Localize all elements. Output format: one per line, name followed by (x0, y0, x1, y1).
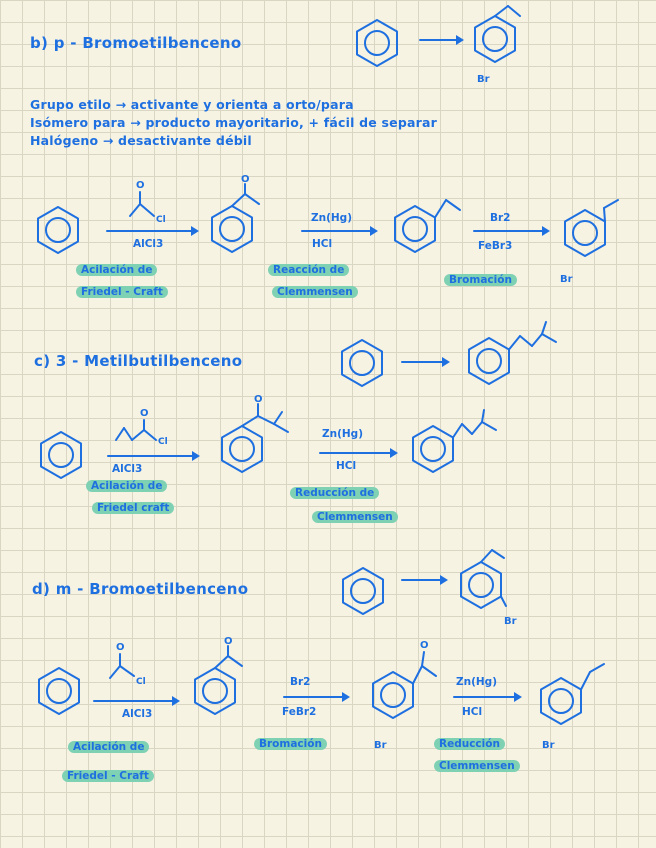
reagent-d3-bottom: HCl (462, 706, 483, 718)
acetyl-chloride-reagent-b (122, 178, 182, 228)
3-methylbutylbenzene-product (406, 404, 506, 480)
reagent-b2-bottom: HCl (312, 238, 333, 250)
svg-text:Br: Br (374, 740, 387, 751)
note-1: Grupo etilo → activante y orienta a orto/para (30, 97, 354, 112)
reagent-d2-top: Br2 (290, 676, 311, 688)
svg-text:O: O (420, 640, 429, 651)
svg-text:O: O (140, 408, 149, 419)
m-bromoacetophenone-d (366, 636, 446, 752)
svg-text:Br: Br (542, 740, 555, 751)
label-b1-line2: Friedel - Craft (76, 286, 168, 298)
benzene-b1 (33, 205, 83, 255)
svg-text:Cl: Cl (158, 437, 168, 447)
acetophenone-d (188, 636, 258, 724)
section-b-title: b) p - Bromoetilbenceno (30, 34, 242, 52)
svg-text:O: O (116, 642, 125, 653)
label-b2-line2: Clemmensen (272, 286, 358, 298)
label-c1-line1: Acilación de (86, 480, 167, 492)
acyl-chloride-reagent-c (110, 406, 190, 452)
reagent-d3-top: Zn(Hg) (456, 676, 497, 688)
p-bromoethylbenzene-target (468, 0, 538, 86)
note-3: Halógeno → desactivante débil (30, 133, 252, 148)
ethylbenzene-b (388, 192, 468, 262)
reagent-c2-bottom: HCl (336, 460, 357, 472)
reaction-arrow-b1 (105, 224, 201, 238)
benzene-c-start (337, 338, 387, 388)
reaction-arrow-d3 (452, 690, 524, 704)
acetophenone-b (205, 174, 275, 260)
acetyl-chloride-reagent-d (106, 640, 166, 690)
reaction-arrow-c1 (106, 449, 202, 463)
reaction-arrow-c (400, 354, 452, 370)
benzene-d1 (34, 666, 84, 716)
svg-text:Cl: Cl (136, 677, 146, 687)
svg-text:Cl: Cl (156, 215, 166, 225)
svg-text:O: O (241, 174, 250, 185)
reaction-arrow-b (418, 32, 466, 48)
label-b3: Bromación (444, 274, 517, 286)
benzene-d-start (338, 566, 388, 616)
benzene-b-start (352, 18, 402, 68)
section-d-title: d) m - Bromoetilbenceno (32, 580, 249, 598)
reagent-b3-bottom: FeBr3 (478, 240, 513, 252)
svg-text:O: O (224, 636, 233, 647)
note-2: Isómero para → producto mayoritario, + fácil de separar (30, 115, 437, 130)
svg-text:Br: Br (504, 616, 517, 627)
svg-text:Br: Br (560, 274, 573, 285)
reaction-arrow-b3 (472, 224, 552, 238)
benzene-c1 (36, 430, 86, 480)
reaction-arrow-d1 (92, 694, 182, 708)
svg-text:O: O (136, 180, 145, 191)
label-d2: Bromación (254, 738, 327, 750)
reagent-c2-top: Zn(Hg) (322, 428, 363, 440)
label-d1-line2: Friedel - Craft (62, 770, 154, 782)
reaction-arrow-d2 (282, 690, 352, 704)
reaction-arrow-c2 (318, 446, 400, 460)
label-c2-line1: Reducción de (290, 487, 379, 499)
reagent-b2-top: Zn(Hg) (311, 212, 352, 224)
p-bromoethylbenzene-product (558, 196, 628, 288)
reaction-arrow-d (400, 572, 450, 588)
label-b2-line1: Reacción de (268, 264, 349, 276)
reagent-b3-top: Br2 (490, 212, 511, 224)
label-d3-line2: Clemmensen (434, 760, 520, 772)
svg-text:O: O (254, 394, 263, 405)
reagent-c1: AlCl3 (112, 463, 143, 475)
reaction-arrow-b2 (300, 224, 380, 238)
label-b1-line1: Acilación de (76, 264, 157, 276)
label-d3-line1: Reducción (434, 738, 505, 750)
reagent-d1: AlCl3 (122, 708, 153, 720)
3-methylbutylbenzene-target (462, 316, 572, 392)
reagent-d2-bottom: FeBr2 (282, 706, 317, 718)
m-bromoethylbenzene-target (454, 544, 534, 630)
m-bromoethylbenzene-product (534, 652, 614, 752)
label-c1-line2: Friedel craft (92, 502, 174, 514)
br-label-b-target: Br (477, 74, 490, 85)
section-c-title: c) 3 - Metilbutilbenceno (34, 352, 243, 370)
isobutyrophenone-c (212, 392, 312, 482)
reagent-b1: AlCl3 (133, 238, 164, 250)
label-c2-line2: Clemmensen (312, 511, 398, 523)
label-d1-line1: Acilación de (68, 741, 149, 753)
